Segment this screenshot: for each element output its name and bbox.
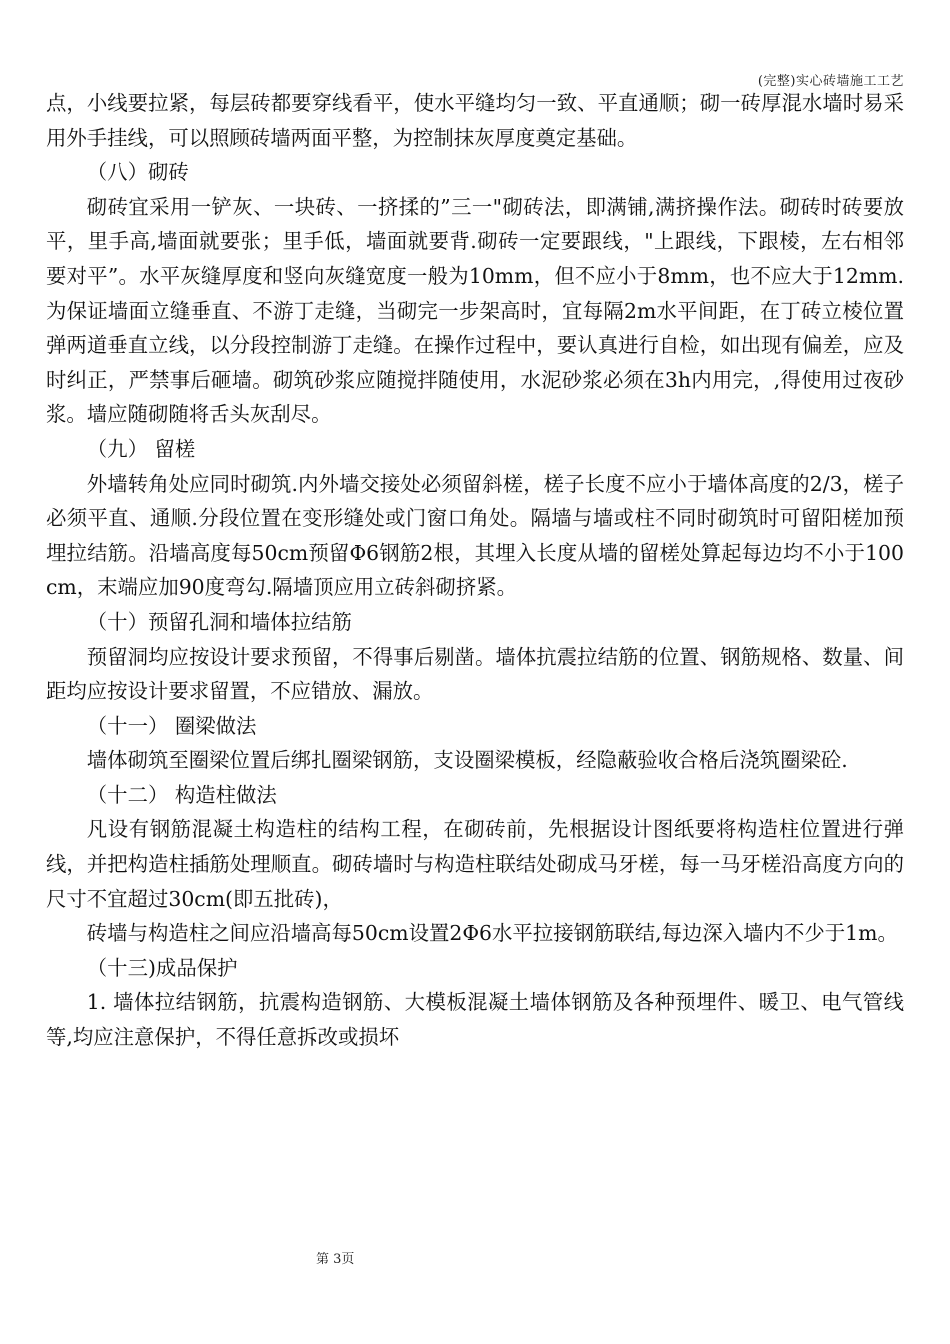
section-heading-9: （九） 留槎 bbox=[86, 436, 196, 461]
document-header-title: (完整)实心砖墙施工工艺 bbox=[757, 74, 904, 89]
section-heading-11: （十一） 圈梁做法 bbox=[86, 713, 257, 738]
paragraph-bricklaying: 砌砖宜采用一铲灰、一块砖、一挤揉的”三一"砌砖法，即满铺,满挤操作法。砌砖时砖要放平，里手高,墙面就要张；里手低，墙面就要背.砌砖一定要跟线，"上跟线，下跟棱，左右相邻要对平”。水平灰缝厚度和竖向灰缝宽度一般为10mm，但不应小于8mm，也不应大于12mm.为保证墙面立缝垂直、不游丁走缝，当砌完一步架高时，宜每隔2m水平间距，在丁砖立棱位置弹两道垂直立线，以分段控制游丁走缝。在操作过程中，要认真进行自检，如出现有偏差，应及时纠正，严禁事后砸墙。砌筑砂浆应随搅拌随使用，水泥砂浆必须在3h内用完，,得使用过夜砂浆。墙应随砌随将舌头灰刮尽。 bbox=[46, 194, 904, 427]
section-heading-8: （八）砌砖 bbox=[86, 160, 189, 185]
paragraph-ring-beam: 墙体砌筑至圈梁位置后绑扎圈梁钢筋，支设圈梁模板，经隐蔽验收合格后浇筑圈梁砼. bbox=[86, 748, 848, 773]
paragraph-tie-bars: 砖墙与构造柱之间应沿墙高每50cm设置2Φ6水平拉接钢筋联结,每边深入墙内不少于1m。 bbox=[86, 921, 898, 946]
section-heading-12: （十二） 构造柱做法 bbox=[86, 782, 277, 807]
document-body bbox=[46, 86, 904, 1055]
paragraph-structural-column: 凡设有钢筋混凝土构造柱的结构工程，在砌砖前，先根据设计图纸要将构造柱位置进行弹线，并把构造柱插筋处理顺直。砌砖墙时与构造柱联结处砌成马牙槎，每一马牙槎沿高度方向的尺寸不宜超过30cm(即五批砖)， bbox=[46, 817, 904, 911]
paragraph-continuation: 点，小线要拉紧，每层砖都要穿线看平，使水平缝均匀一致、平直通顺；砌一砖厚混水墙时易采用外手挂线，可以照顾砖墙两面平整，为控制抹灰厚度奠定基础。 bbox=[46, 91, 904, 150]
paragraph-reserved-holes: 预留洞均应按设计要求预留，不得事后剔凿。墙体抗震拉结筋的位置、钢筋规格、数量、间距均应按设计要求留置，不应错放、漏放。 bbox=[46, 644, 904, 704]
paragraph-toothing: 外墙转角处应同时砌筑.内外墙交接处必须留斜槎，槎子长度不应小于墙体高度的2/3，槎子必须平直、通顺.分段位置在变形缝处或门窗口角处。隔墙与墙或柱不同时砌筑时可留阳槎加预埋拉结筋。沿墙高度每50cm预留Φ6钢筋2根，其埋入长度从墙的留槎处算起每边均不小于100cm，末端应加90度弯勾.隔墙顶应用立砖斜砌挤紧。 bbox=[46, 471, 904, 600]
paragraph-protection-item-1: 1. 墙体拉结钢筋，抗震构造钢筋、大模板混凝土墙体钢筋及各种预埋件、暖卫、电气管线等,均应注意保护，不得任意拆改或损坏 bbox=[46, 990, 904, 1050]
section-heading-10: （十）预留孔洞和墙体拉结筋 bbox=[86, 609, 352, 634]
page-number: 第 3页 bbox=[316, 1252, 355, 1267]
section-heading-13: （十三)成品保护 bbox=[86, 955, 238, 980]
